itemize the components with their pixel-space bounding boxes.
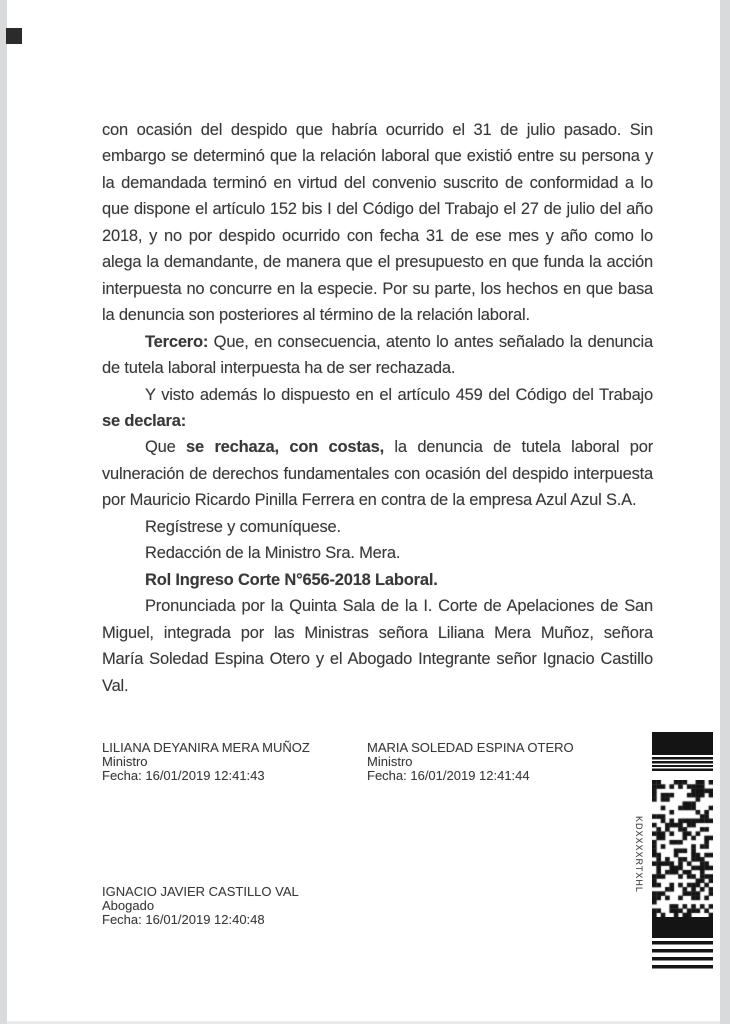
text-line <box>102 540 653 566</box>
bold-text-segment: se declara: <box>102 411 187 430</box>
signature-stamp <box>367 741 574 783</box>
text-segment: la demandada terminó en virtud del convenio suscrito de conformidad a lo <box>102 173 653 192</box>
text-line <box>102 487 653 513</box>
text-line <box>102 673 653 699</box>
text-line <box>102 382 653 408</box>
text-segment: Pronunciada por la Quinta Sala de la I. Corte de Apelaciones de San <box>145 597 653 616</box>
page-edge-left <box>0 0 7 1024</box>
text-line <box>102 461 653 487</box>
text-segment: alega la demandante, de manera que el presupuesto en que funda la acción <box>102 253 653 272</box>
text-segment: Redacción de la Ministro Sra. Mera. <box>145 544 401 563</box>
text-line <box>102 646 653 672</box>
barcode-solid-block-top <box>652 732 713 755</box>
ruling-body-text <box>102 117 653 699</box>
text-segment: que dispone el artículo 152 bis I del Código del Trabajo el 27 de julio del año <box>102 200 653 219</box>
barcode-stripes-top <box>652 757 713 772</box>
text-segment: Que <box>145 438 187 457</box>
text-segment: la denuncia de tutela laboral por <box>383 438 653 457</box>
text-line <box>102 143 653 169</box>
signature-stamp <box>102 885 299 927</box>
text-line <box>102 196 653 222</box>
text-line <box>102 223 653 249</box>
text-line <box>102 567 653 593</box>
text-segment: vulneración de derechos fundamentales con ocasión del despido interpuesta <box>102 464 653 483</box>
signature-stamp <box>102 741 310 783</box>
signatory-name: LILIANA DEYANIRA MERA MUÑOZ <box>102 740 310 755</box>
text-line <box>102 355 653 381</box>
signature-date: Fecha: 16/01/2019 12:41:43 <box>102 768 265 783</box>
verification-barcode <box>652 732 713 973</box>
signatory-role: Abogado <box>102 898 155 913</box>
text-segment: María Soledad Espina Otero y el Abogado Integrante señor Ignacio Castillo <box>102 650 653 669</box>
text-segment: Y visto además lo dispuesto en el artículo 459 del Código del Trabajo <box>145 385 653 404</box>
bold-text-segment: se rechaza, con costas, <box>186 438 384 457</box>
text-line <box>102 170 653 196</box>
text-line <box>102 249 653 275</box>
text-line <box>102 593 653 619</box>
text-segment: embargo se determinó que la relación laboral que existió entre su persona y <box>102 147 653 166</box>
signatory-name: MARIA SOLEDAD ESPINA OTERO <box>367 740 574 755</box>
text-segment: interpuesta no concurre en la especie. Por su parte, los hechos en que basa <box>102 279 653 298</box>
text-segment: con ocasión del despido que habría ocurrido el 31 de julio pasado. Sin <box>102 121 653 139</box>
text-line <box>102 117 653 143</box>
text-line <box>102 620 653 646</box>
text-line <box>102 329 653 355</box>
signature-date: Fecha: 16/01/2019 12:40:48 <box>102 912 265 927</box>
corner-registration-mark <box>6 28 22 44</box>
text-segment: Miguel, integrada por las Ministras señora Liliana Mera Muñoz, señora <box>102 623 653 642</box>
text-segment: de tutela laboral interpuesta ha de ser rechazada. <box>102 359 456 378</box>
barcode-stripes-bottom <box>652 941 713 973</box>
signatory-role: Ministro <box>367 754 413 769</box>
text-segment: Regístrese y comuníquese. <box>145 517 341 536</box>
bold-text-segment: Tercero: <box>145 332 209 351</box>
barcode-matrix <box>652 780 713 917</box>
text-segment: Val. <box>102 676 129 695</box>
signatory-role: Ministro <box>102 754 148 769</box>
page-edge-right <box>720 0 730 1024</box>
signatory-name: IGNACIO JAVIER CASTILLO VAL <box>102 884 299 899</box>
signature-date: Fecha: 16/01/2019 12:41:44 <box>367 768 530 783</box>
barcode-label: KDXXXXRTXHL <box>634 816 644 893</box>
text-line <box>102 514 653 540</box>
text-line <box>102 302 653 328</box>
text-segment: la denuncia son posteriores al término de la relación laboral. <box>102 306 530 325</box>
text-line <box>102 434 653 460</box>
bold-text-segment: Rol Ingreso Corte N°656-2018 Laboral. <box>145 570 438 589</box>
text-line <box>102 276 653 302</box>
barcode-solid-block-bottom <box>652 917 713 938</box>
text-segment: por Mauricio Ricardo Pinilla Ferrera en contra de la empresa Azul Azul S.A. <box>102 491 637 510</box>
text-segment: Que, en consecuencia, atento lo antes señalado la denuncia <box>208 332 653 351</box>
text-line <box>102 408 653 434</box>
text-segment: 2018, y no por despido ocurrido con fecha 31 de ese mes y año como lo <box>102 226 653 245</box>
